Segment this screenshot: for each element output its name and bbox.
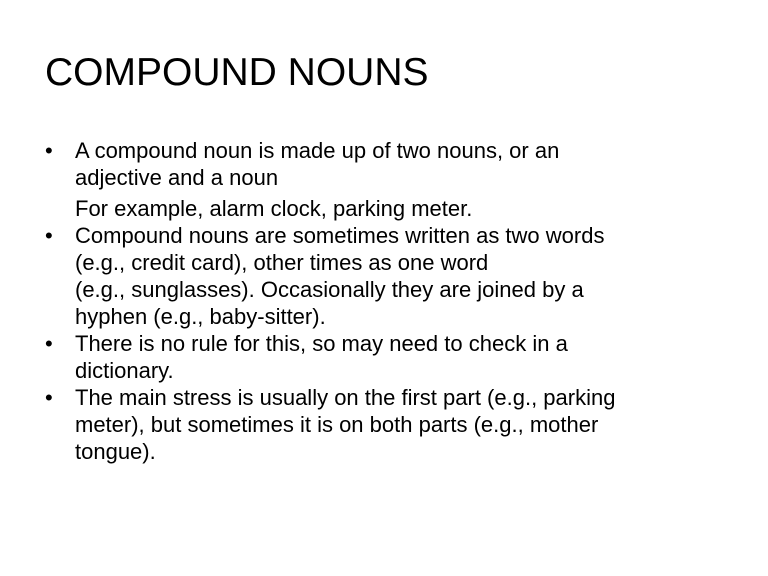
bullet-item [45,384,745,465]
slide-title: COMPOUND NOUNS [45,51,429,94]
bullet-dot-icon: • [45,331,53,356]
bullet-text: (e.g., sunglasses). Occasionally they are joined by a [75,277,584,302]
bullet-text: hyphen (e.g., baby-sitter). [75,304,326,329]
bullet-dot-icon: • [45,223,53,248]
bullet-text: tongue). [75,439,156,464]
bullet-item [45,330,745,384]
bullet-text: Compound nouns are sometimes written as two words [75,223,605,248]
bullet-text: (e.g., credit card), other times as one word [75,250,489,275]
bullet-text: A compound noun is made up of two nouns, or an [75,138,560,163]
bullet-text: adjective and a noun [75,165,279,190]
bullet-text: meter), but sometimes it is on both parts (e.g., mother [75,412,599,437]
bullet-text: dictionary. [75,358,174,383]
bullet-example-text: For example, alarm clock, parking meter. [75,196,473,221]
bullet-list [45,137,745,465]
bullet-item [45,137,745,222]
bullet-text: The main stress is usually on the first part (e.g., parking [75,385,616,410]
bullet-text: There is no rule for this, so may need to check in a [75,331,568,356]
bullet-item [45,222,745,330]
bullet-dot-icon: • [45,138,53,163]
bullet-dot-icon: • [45,385,53,410]
